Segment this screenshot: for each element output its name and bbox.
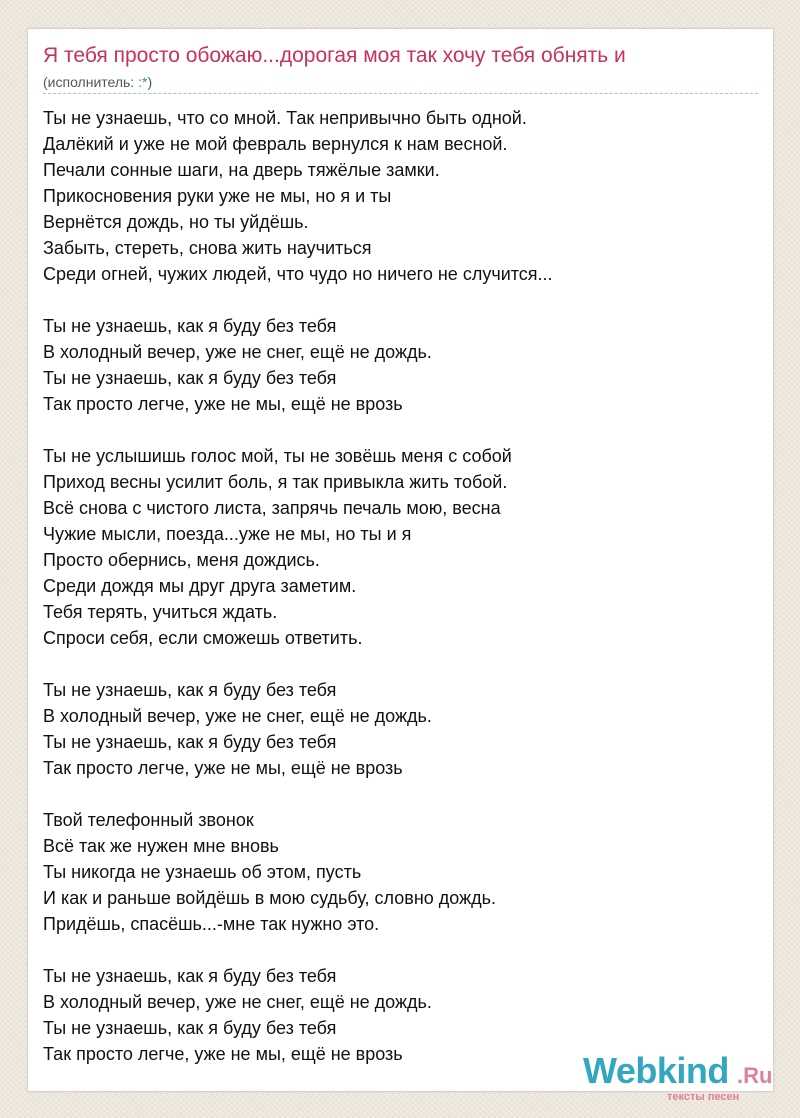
lyrics-stanza bbox=[43, 443, 758, 651]
lyrics-line: Ты не узнаешь, что со мной. Так непривычно быть одной. bbox=[43, 108, 527, 128]
lyrics-line: Ты не узнаешь, как я буду без тебя bbox=[43, 316, 337, 336]
lyrics-line: В холодный вечер, уже не снег, ещё не дождь. bbox=[43, 706, 432, 726]
lyrics-line: Приход весны усилит боль, я так привыкла жить тобой. bbox=[43, 472, 508, 492]
lyrics-stanza bbox=[43, 313, 758, 417]
artist-prefix: (исполнитель: bbox=[43, 74, 139, 90]
lyrics-line: Забыть, стереть, снова жить научиться bbox=[43, 238, 372, 258]
artist-suffix: ) bbox=[147, 74, 153, 90]
lyrics-line: Так просто легче, уже не мы, ещё не врозь bbox=[43, 1044, 403, 1064]
lyrics-line: Придёшь, спасёшь...-мне так нужно это. bbox=[43, 914, 380, 934]
lyrics-line: В холодный вечер, уже не снег, ещё не дождь. bbox=[43, 342, 432, 362]
lyrics-line: Ты не узнаешь, как я буду без тебя bbox=[43, 1018, 337, 1038]
lyrics-line: Далёкий и уже не мой февраль вернулся к нам весной. bbox=[43, 134, 508, 154]
lyrics-line: Среди огней, чужих людей, что чудо но ничего не случится... bbox=[43, 264, 553, 284]
lyrics-stanza bbox=[43, 105, 758, 287]
site-logo[interactable] bbox=[583, 1051, 773, 1101]
logo-domain: .Ru bbox=[737, 1063, 773, 1088]
lyrics-line: Так просто легче, уже не мы, ещё не врозь bbox=[43, 758, 403, 778]
lyrics-line: Среди дождя мы друг друга заметим. bbox=[43, 576, 357, 596]
lyrics-line: Ты не узнаешь, как я буду без тебя bbox=[43, 732, 337, 752]
lyrics-line: Ты не узнаешь, как я буду без тебя bbox=[43, 368, 337, 388]
lyrics-line: В холодный вечер, уже не снег, ещё не дождь. bbox=[43, 992, 432, 1012]
lyrics-line: Так просто легче, уже не мы, ещё не врозь bbox=[43, 394, 403, 414]
lyrics-line: Всё так же нужен мне вновь bbox=[43, 836, 279, 856]
lyrics-line: Ты не узнаешь, как я буду без тебя bbox=[43, 966, 337, 986]
logo-wordmark: Webkind bbox=[583, 1050, 729, 1091]
lyrics-line: Тебя терять, учиться ждать. bbox=[43, 602, 278, 622]
title-divider bbox=[43, 93, 758, 94]
logo-tagline: тексты песен bbox=[667, 1091, 740, 1103]
lyrics-line: Прикосновения руки уже не мы, но я и ты bbox=[43, 186, 392, 206]
lyrics-line: Ты никогда не узнаешь об этом, пусть bbox=[43, 862, 362, 882]
artist-line bbox=[43, 73, 152, 91]
lyrics-line: Ты не узнаешь, как я буду без тебя bbox=[43, 680, 337, 700]
artist-link[interactable]: :* bbox=[138, 74, 148, 90]
lyrics-line: Вернётся дождь, но ты уйдёшь. bbox=[43, 212, 309, 232]
lyrics-stanza bbox=[43, 807, 758, 937]
lyrics-line: Спроси себя, если сможешь ответить. bbox=[43, 628, 363, 648]
lyrics-line: Твой телефонный звонок bbox=[43, 810, 254, 830]
lyrics-line: Печали сонные шаги, на дверь тяжёлые замки. bbox=[43, 160, 440, 180]
lyrics-sheet bbox=[27, 28, 774, 1103]
lyrics-line: И как и раньше войдёшь в мою судьбу, словно дождь. bbox=[43, 888, 497, 908]
lyrics-line: Просто обернись, меня дождись. bbox=[43, 550, 320, 570]
lyrics-line: Всё снова с чистого листа, запрячь печаль мою, весна bbox=[43, 498, 501, 518]
lyrics-line: Ты не услышишь голос мой, ты не зовёшь меня с собой bbox=[43, 446, 512, 466]
lyrics-body bbox=[43, 105, 758, 1067]
song-title: Я тебя просто обожаю...дорогая моя так хочу тебя обнять и bbox=[43, 44, 626, 67]
lyrics-line: Чужие мысли, поезда...уже не мы, но ты и я bbox=[43, 524, 412, 544]
lyrics-stanza bbox=[43, 677, 758, 781]
